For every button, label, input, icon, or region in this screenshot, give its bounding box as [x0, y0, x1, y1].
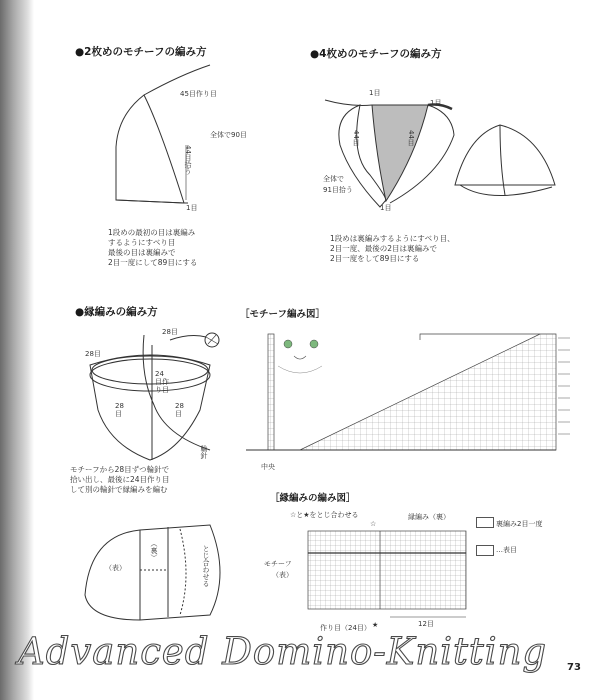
motif4-label-44b: 44目 [407, 130, 415, 146]
page-number: 73 [567, 662, 581, 673]
motif-chart-label-center: 中央 [261, 463, 275, 471]
book-spine-shadow [0, 0, 34, 700]
edging-label-28-left: 28目 [85, 350, 101, 358]
motif-chart-title: ［モチーフ編み図］ [240, 309, 326, 320]
edging-diagram [70, 325, 230, 465]
motif2-label-1: 1目 [186, 204, 198, 212]
edge-chart-label-motif: モチーフ [264, 560, 292, 568]
edge-chart-legend-1: 裏編み2目一度 [496, 520, 543, 528]
edge-chart-label-12: 12目 [418, 620, 434, 628]
motif2-label-total: 全体で90目 [210, 131, 247, 139]
motif2-note: 1段めの最初の目は裏編み するようにすべり目 最後の目は裏編みで 2目一度にして89目にする [108, 228, 198, 267]
edging-label-omote: （表） [105, 564, 126, 572]
motif4-label-1b: 1目 [430, 99, 442, 107]
edging-note: モチーフから28目ずつ輪針で 拾い出し、最後に24目作り目 して別の輪針で縁編みを編む [70, 465, 170, 494]
edge-chart-title: ［縁編みの編み図］ [270, 493, 356, 504]
edging-label-ura: （裏） [150, 540, 158, 561]
edging-label-28-right: 28目 [175, 402, 184, 418]
motif4-label-total: 全体で [323, 175, 344, 183]
motif2-title: ●2枚めのモチーフの編み方 [75, 46, 207, 58]
motif2-label-44: 44目拾う [184, 145, 192, 175]
edge-chart-label-edge: 縁編み（裏） [408, 513, 450, 521]
motif4-label-1a: 1目 [369, 89, 381, 97]
motif4-diagram [320, 95, 580, 225]
motif4-label-1c: 1目 [380, 204, 392, 212]
edging-label-tojiawase: とじ合わせる [202, 545, 210, 587]
motif4-note: 1段めは裏編みするようにすべり目、 2目一度、最後の2目は裏編みで 2目一度をして89目にする [330, 234, 455, 263]
edge-chart-legend-2: …表目 [496, 546, 517, 554]
motif4-label-44a: 44目 [352, 130, 360, 146]
star-filled-icon: ★ [372, 621, 379, 629]
edge-chart-label-cast: 作り目（24目） [320, 624, 371, 632]
motif4-label-total2: 91目拾う [323, 186, 353, 194]
star-outline-icon: ☆ [370, 520, 377, 528]
edging-label-28-top: 28目 [162, 328, 178, 336]
edge-chart-grid [300, 525, 480, 620]
edge-chart-label-motif2: （表） [272, 571, 293, 579]
edging-label-needle: 輪針 [200, 445, 208, 459]
motif-chart-grid [240, 320, 580, 460]
edging-label-24: 24目作り目 [155, 370, 169, 394]
watermark: Advanced Domino-Knitting [18, 630, 548, 673]
motif4-title: ●4枚めのモチーフの編み方 [310, 48, 442, 60]
edging-label-28-bottom: 28目 [115, 402, 124, 418]
edging-title: ●縁編みの編み方 [75, 306, 158, 318]
motif2-label-45: 45目作り目 [180, 90, 217, 98]
edge-chart-label-star: ☆と★をとじ合わせる [290, 511, 359, 519]
